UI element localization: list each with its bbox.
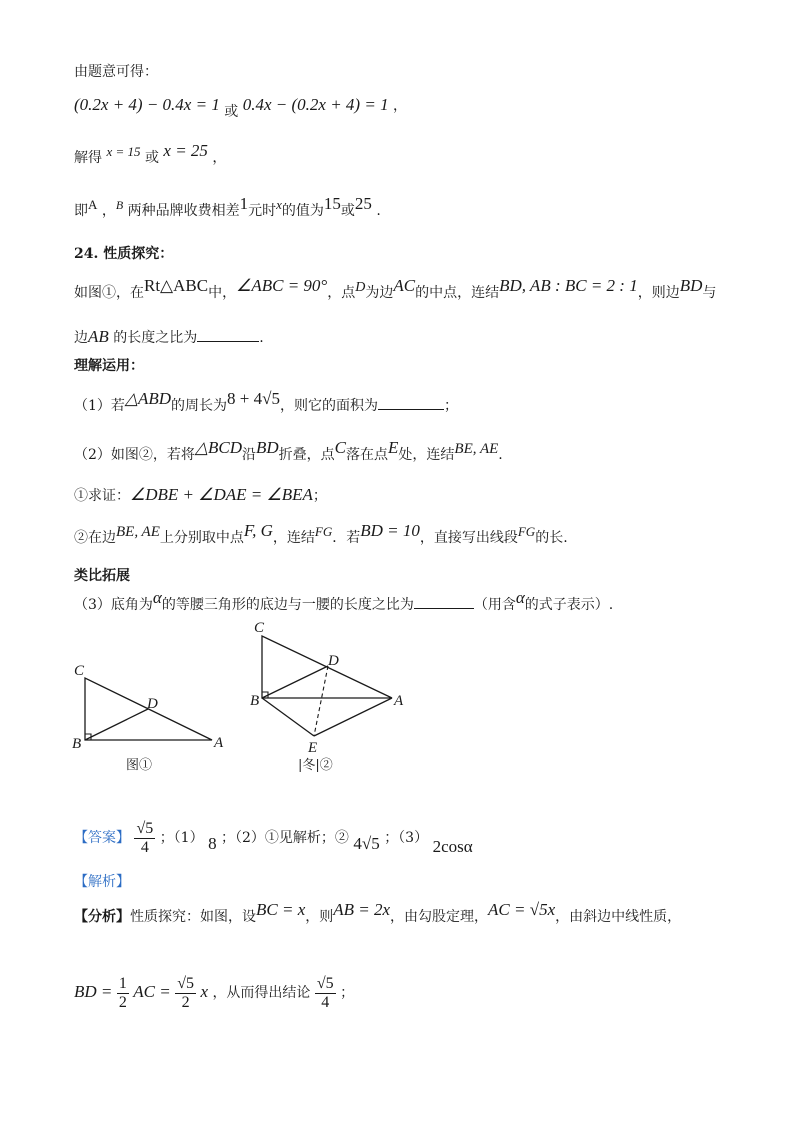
text: ，则 bbox=[305, 909, 334, 925]
text: ①求证： bbox=[74, 488, 130, 504]
text: 为边 bbox=[365, 285, 394, 301]
math: BD, AB : BC = 2 : 1 bbox=[499, 276, 638, 295]
answer-label: 【答案】 bbox=[74, 830, 130, 846]
text: ，则它的面积为 bbox=[279, 398, 378, 414]
math: 2cosα bbox=[432, 837, 473, 856]
math: BC = x bbox=[256, 900, 306, 919]
answer-line bbox=[74, 818, 473, 857]
math: x bbox=[200, 982, 208, 1001]
text: 处，连结 bbox=[398, 447, 455, 463]
analysis-heading bbox=[74, 872, 130, 892]
math: BD bbox=[256, 438, 279, 457]
answer-blank[interactable] bbox=[414, 594, 474, 609]
text: （2）如图②，若将 bbox=[74, 447, 195, 463]
math: AB = 2x bbox=[333, 900, 391, 919]
text: ．若 bbox=[332, 530, 361, 546]
numerator: √5 bbox=[136, 819, 154, 837]
math: BD bbox=[679, 276, 703, 295]
label-e: E bbox=[308, 740, 318, 756]
text: 解得 bbox=[74, 150, 102, 166]
text: 沿 bbox=[242, 447, 256, 463]
text: ， bbox=[101, 203, 116, 219]
text-line bbox=[74, 521, 568, 548]
label-d: D bbox=[328, 653, 339, 669]
fraction bbox=[134, 820, 155, 857]
equation: 0.4x − (0.2x + 4) = 1 bbox=[242, 95, 389, 114]
text: 的长度之比为 bbox=[113, 330, 198, 346]
math: C bbox=[334, 438, 347, 457]
fraction bbox=[117, 975, 129, 1012]
text: （用含 bbox=[473, 597, 516, 613]
text: ②在边 bbox=[74, 530, 116, 546]
math: α bbox=[515, 588, 525, 607]
text: 落在点 bbox=[346, 447, 389, 463]
text: . bbox=[376, 203, 381, 219]
answer-blank[interactable] bbox=[378, 395, 444, 410]
math: △ABD bbox=[124, 389, 172, 408]
text: 与 bbox=[702, 285, 717, 301]
math: x = 25 bbox=[163, 141, 208, 160]
segment-ae bbox=[314, 698, 392, 736]
math: x = 15 bbox=[106, 144, 141, 159]
text: ， bbox=[212, 150, 227, 166]
math: x bbox=[276, 197, 282, 212]
answer-blank[interactable] bbox=[197, 327, 259, 342]
label-d: D bbox=[147, 696, 158, 712]
text: ； bbox=[340, 985, 355, 1001]
numerator: 1 bbox=[118, 974, 127, 992]
equation-line bbox=[74, 972, 354, 1013]
segment-de bbox=[314, 666, 328, 736]
text: 元时 bbox=[248, 203, 277, 219]
math: BD = 10 bbox=[360, 521, 420, 540]
denominator: 4 bbox=[140, 838, 149, 856]
text: ，直接写出线段 bbox=[419, 530, 518, 546]
text: 折叠，点 bbox=[278, 447, 335, 463]
question-title bbox=[74, 244, 173, 264]
equation-line bbox=[74, 95, 408, 120]
denominator: 2 bbox=[181, 993, 190, 1011]
fraction bbox=[315, 975, 336, 1012]
math: 25 bbox=[354, 194, 372, 213]
text: 或 bbox=[224, 104, 239, 120]
label-c: C bbox=[254, 620, 265, 636]
text: ，则边 bbox=[637, 285, 680, 301]
text: ，由斜边中线性质， bbox=[555, 909, 682, 925]
segment-bd bbox=[262, 666, 328, 698]
equation: (0.2x + 4) − 0.4x = 1 bbox=[74, 95, 220, 114]
section-heading bbox=[74, 566, 130, 586]
math: E bbox=[388, 438, 399, 457]
text-line bbox=[74, 276, 717, 304]
text-line bbox=[74, 438, 503, 465]
math: 1 bbox=[239, 194, 249, 213]
text: ，点 bbox=[327, 285, 356, 301]
text-line bbox=[74, 900, 682, 927]
text: 的等腰三角形的底边与一腰的长度之比为 bbox=[161, 597, 414, 613]
label-b: B bbox=[250, 693, 260, 709]
label-a: A bbox=[394, 693, 404, 709]
figure-2 bbox=[250, 620, 404, 773]
text: ，连结 bbox=[272, 530, 315, 546]
text: ， bbox=[393, 98, 408, 114]
text: ；（3） bbox=[384, 830, 429, 846]
text: 即 bbox=[74, 203, 88, 219]
text-line bbox=[74, 194, 381, 221]
label-c: C bbox=[74, 663, 85, 679]
segment-bd bbox=[85, 709, 148, 740]
math: B bbox=[115, 198, 124, 212]
math: 15 bbox=[323, 194, 341, 213]
math: 8 bbox=[208, 834, 217, 853]
fraction bbox=[175, 975, 196, 1012]
text: 的周长为 bbox=[171, 398, 228, 414]
segment-be bbox=[262, 698, 314, 736]
text: 边 bbox=[74, 330, 88, 346]
text: 类比拓展 bbox=[74, 568, 130, 584]
text: ，由勾股定理， bbox=[390, 909, 489, 925]
text: 由题意可得： bbox=[74, 64, 158, 80]
text-line bbox=[74, 389, 458, 416]
text: ，从而得出结论 bbox=[212, 985, 311, 1001]
math: FG bbox=[517, 524, 536, 539]
math: AB bbox=[88, 327, 109, 346]
text: 的中点，连结 bbox=[415, 285, 500, 301]
text: 的长. bbox=[535, 530, 568, 546]
math: FG bbox=[314, 524, 333, 539]
text: （1）若 bbox=[74, 398, 125, 414]
denominator: 4 bbox=[321, 993, 330, 1011]
text-line bbox=[74, 327, 264, 348]
math: AC bbox=[393, 276, 416, 295]
text: 或 bbox=[340, 203, 355, 219]
text: ； bbox=[443, 398, 458, 414]
text: . bbox=[498, 447, 503, 463]
figures bbox=[0, 610, 800, 790]
text: 【分析】 bbox=[74, 909, 130, 925]
text-line bbox=[74, 141, 227, 168]
math: BE, AE bbox=[116, 524, 160, 540]
math: ∠DBE + ∠DAE = ∠BEA bbox=[130, 485, 313, 504]
text: （3）底角为 bbox=[74, 597, 153, 613]
text: 理解运用： bbox=[74, 358, 144, 374]
figure-caption: 图① bbox=[126, 758, 153, 773]
section-heading bbox=[74, 356, 144, 376]
math: BD = bbox=[74, 982, 113, 1001]
math: 8 + 4√5 bbox=[227, 389, 280, 408]
math: △BCD bbox=[194, 438, 242, 457]
label-b: B bbox=[72, 736, 82, 752]
math: ∠ABC = 90° bbox=[236, 276, 328, 295]
math: BE, AE bbox=[454, 441, 499, 457]
analysis-label: 【解析】 bbox=[74, 874, 130, 890]
text: 的式子表示）. bbox=[524, 597, 614, 613]
text: 或 bbox=[144, 150, 159, 166]
math: AC = √5x bbox=[488, 900, 556, 919]
text: ；（1） bbox=[159, 830, 204, 846]
math: F, G bbox=[243, 521, 273, 540]
text: 24. 性质探究： bbox=[74, 246, 174, 262]
text: ； bbox=[312, 488, 327, 504]
text: 中， bbox=[208, 285, 237, 301]
denominator: 2 bbox=[118, 993, 127, 1011]
text-line bbox=[74, 485, 327, 506]
figure-1 bbox=[72, 663, 224, 773]
label-a: A bbox=[214, 735, 224, 751]
text: 两种品牌收费相差 bbox=[127, 203, 240, 219]
text: ；（2）①见解析；② bbox=[221, 830, 349, 846]
math: A bbox=[88, 197, 98, 212]
numerator: √5 bbox=[316, 974, 334, 992]
math: D bbox=[355, 280, 366, 295]
math: α bbox=[152, 588, 162, 607]
math: AC = bbox=[133, 982, 171, 1001]
text: . bbox=[259, 330, 264, 346]
math: 4√5 bbox=[353, 834, 380, 853]
text: 性质探究：如图，设 bbox=[130, 909, 256, 925]
text: 的值为 bbox=[281, 203, 324, 219]
text: 上分别取中点 bbox=[159, 530, 244, 546]
figure-caption: |冬|② bbox=[298, 758, 333, 773]
math: Rt△ABC bbox=[144, 276, 209, 295]
text-line bbox=[74, 62, 158, 82]
text: 如图①，在 bbox=[74, 285, 144, 301]
numerator: √5 bbox=[177, 974, 194, 992]
